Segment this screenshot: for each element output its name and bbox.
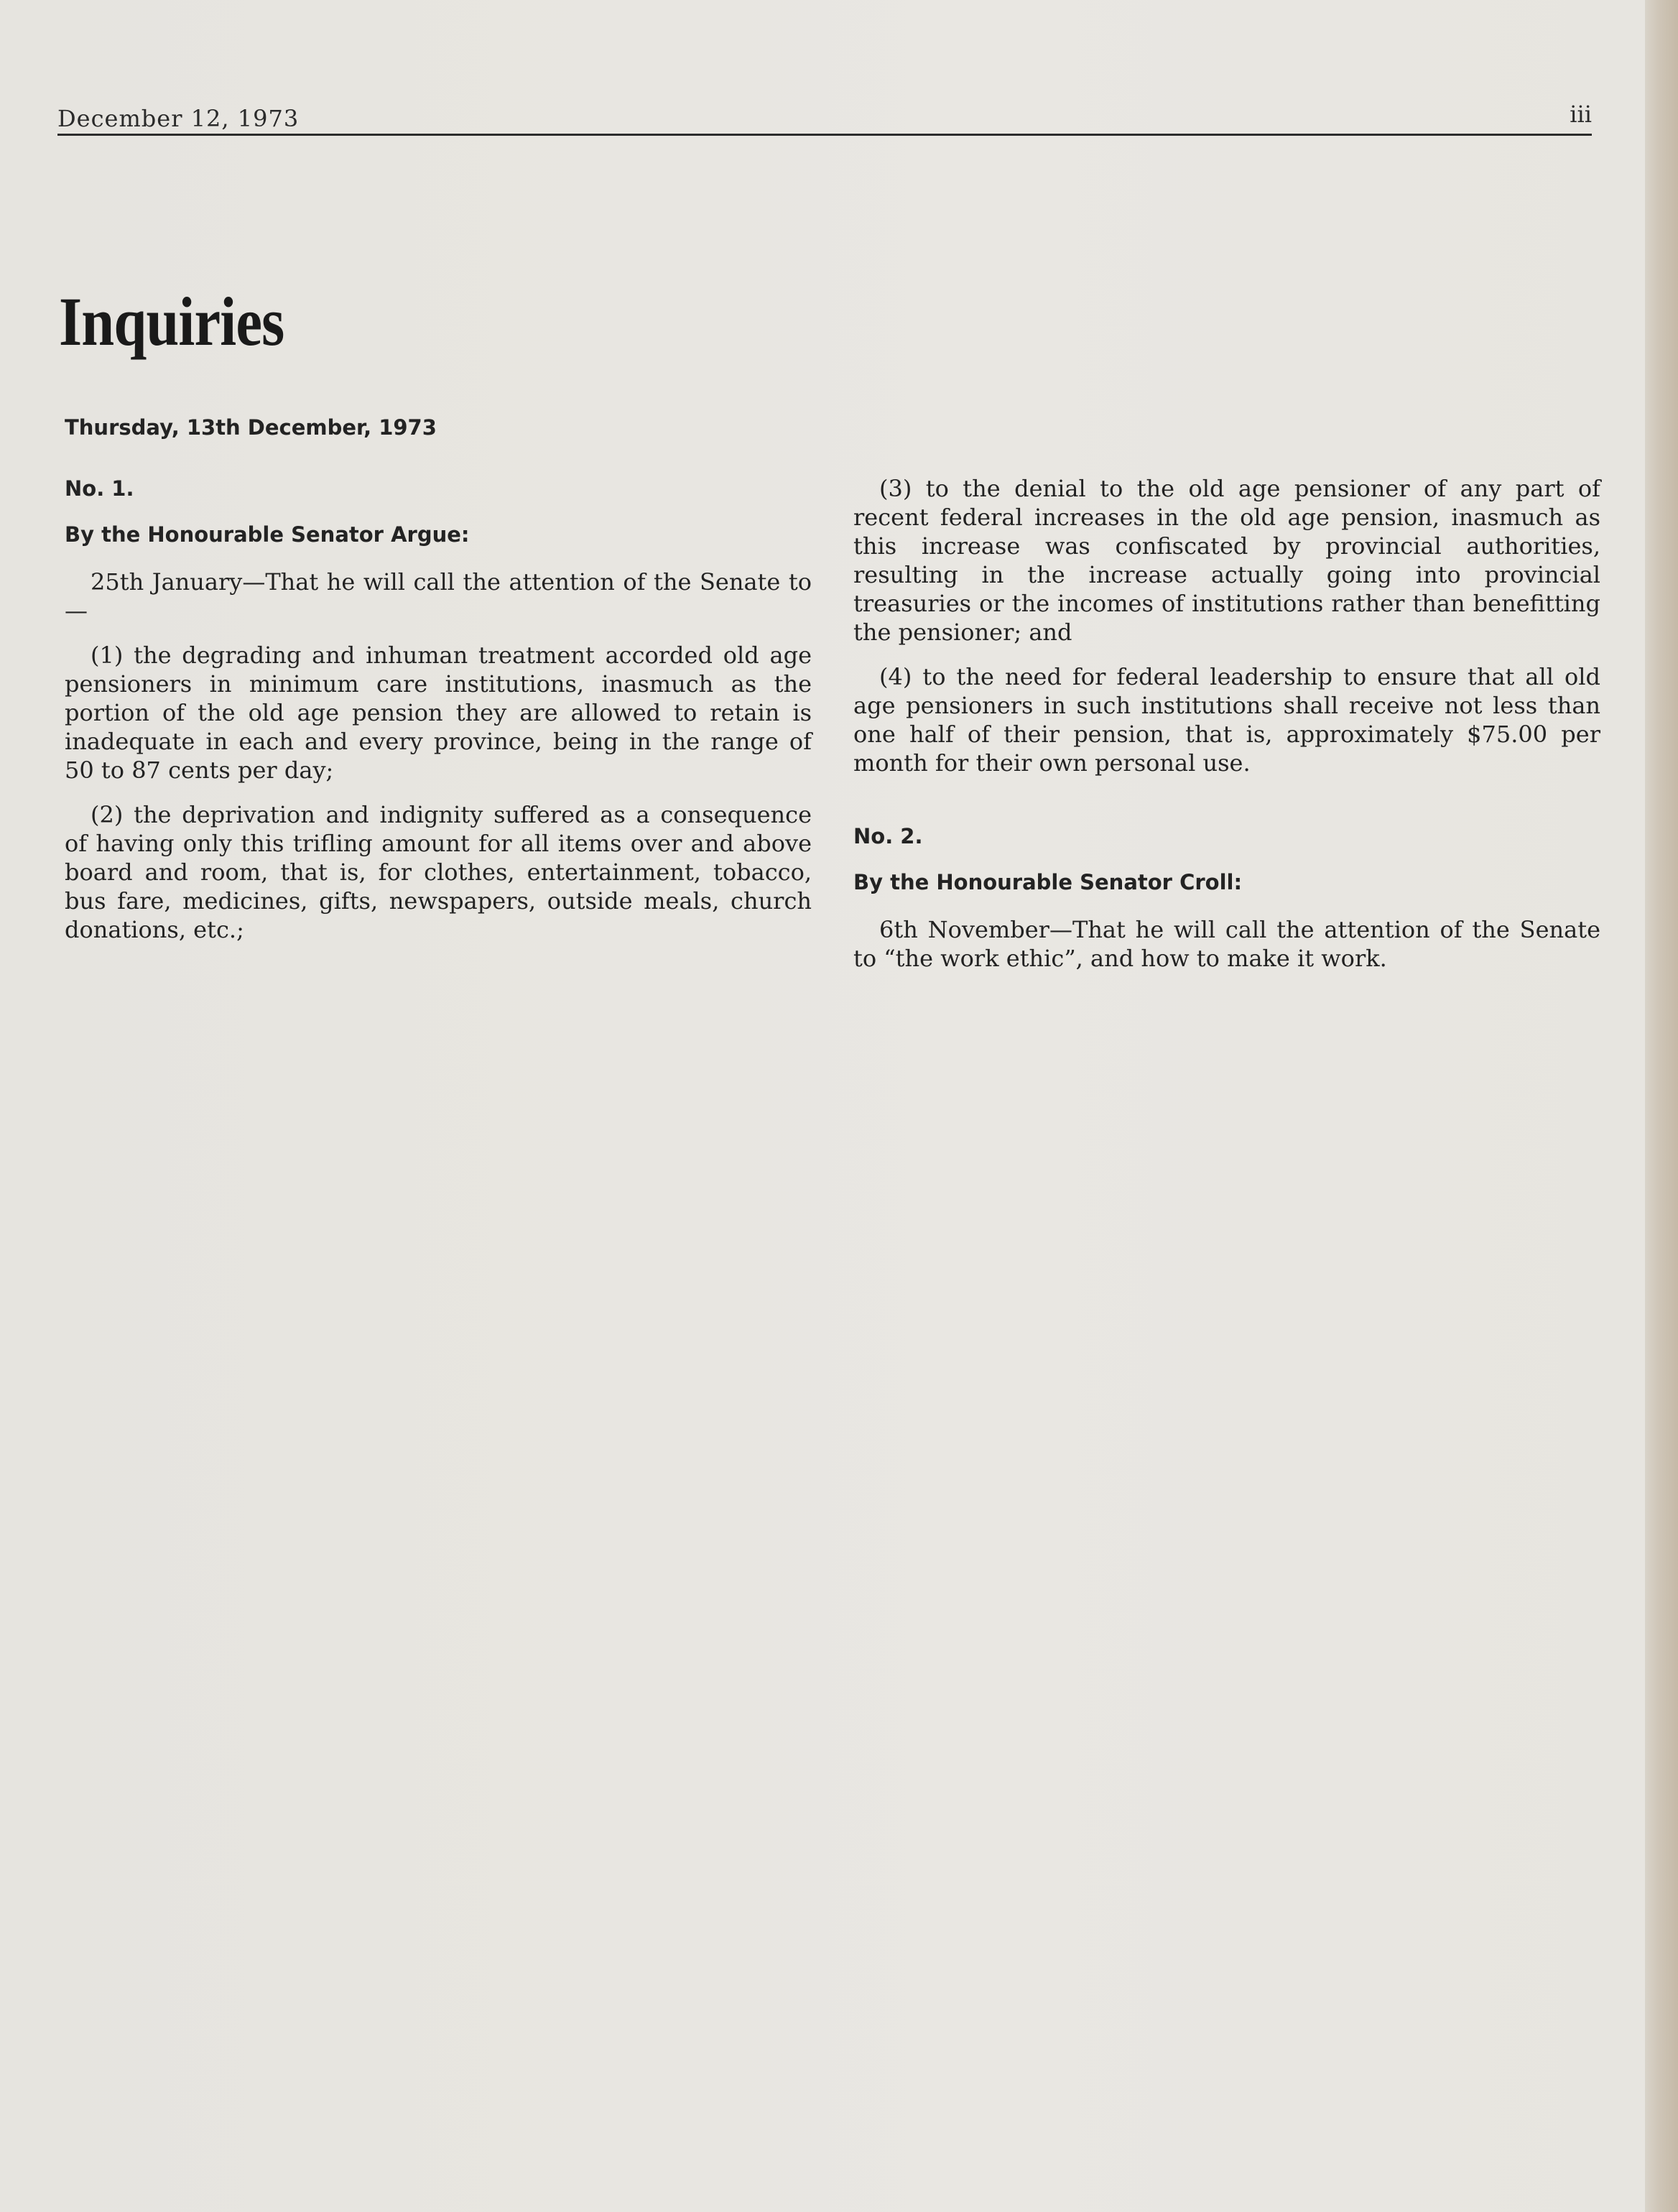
- right-column: [853, 474, 1600, 973]
- running-header: [57, 102, 1592, 136]
- sitting-date: Thursday, 13th December, 1973: [65, 415, 437, 440]
- left-column: [65, 474, 812, 944]
- inquiry-item: (1) the degrading and inhuman treatment accorded old age pensioners in minimum care institutions, inasmuch as the portion of the old age pension they are allowed to retain is inadequate in each and every province, being in the range of 50 to 87 cents per day;: [65, 642, 812, 784]
- inquiry-item: (3) to the denial to the old age pensioner of any part of recent federal increases in the old age pension, inasmuch as this increase was confiscated by provincial authorities, resulting in the increase actually going into provincial treasuries or the incomes of institutions rather than benefitting the pensioner; and: [853, 475, 1600, 646]
- inquiry-intro: 25th January—That he will call the attention of the Senate to—: [65, 568, 812, 624]
- inquiry-number: No. 1.: [65, 476, 134, 501]
- inquiry-author: By the Honourable Senator Argue:: [65, 522, 470, 547]
- inquiry-author: By the Honourable Senator Croll:: [853, 870, 1243, 894]
- inquiry-item: (4) to the need for federal leadership to ensure that all old age pensioners in such institutions shall receive not less than one half of their pension, that is, approximately $75.00 per month for their own personal use.: [853, 663, 1600, 777]
- header-date: December 12, 1973: [57, 105, 300, 132]
- header-rule: [57, 134, 1592, 136]
- inquiry-item: (2) the deprivation and indignity suffered as a consequence of having only this trifling amount for all items over and above board and room, that is, for clothes, entertainment, tobacco, bus fare, medicines, gifts, newspapers, outside meals, church donations, etc.;: [65, 801, 812, 943]
- page-number: iii: [1570, 101, 1592, 128]
- page-edge: [1645, 0, 1678, 2212]
- inquiry-intro: 6th November—That he will call the attention of the Senate to “the work ethic”, and how to make it work.: [853, 916, 1600, 972]
- page-title: Inquiries: [59, 283, 284, 360]
- inquiry-number: No. 2.: [853, 824, 923, 848]
